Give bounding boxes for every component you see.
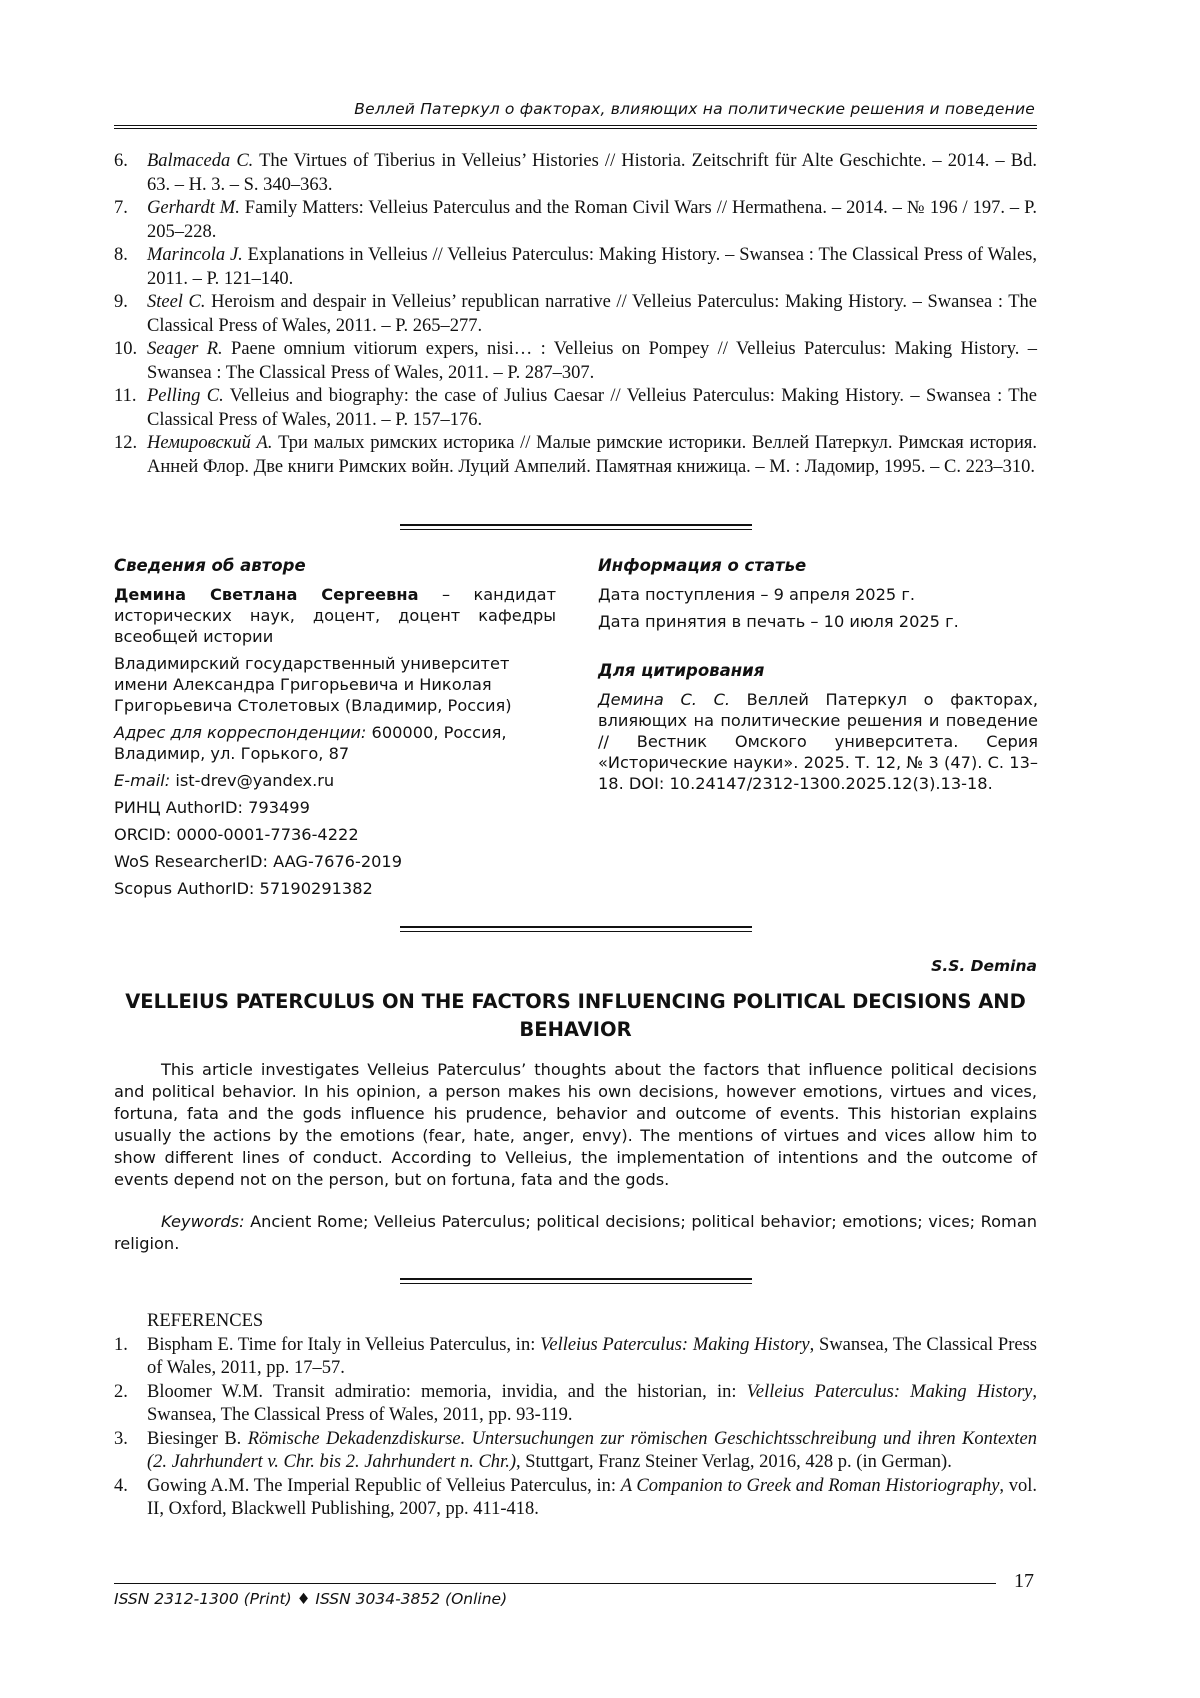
reference-source: Velleius Paterculus: Making History	[746, 1381, 1033, 1402]
reference-text	[147, 338, 1037, 385]
reference-text	[147, 1428, 1037, 1475]
reference-item	[114, 338, 1037, 385]
reference-author: Steel C.	[147, 292, 206, 312]
author-position: – кандидат исторических наук, доцент, доцент кафедры всеобщей истории	[114, 585, 557, 646]
reference-body: Paene omnium vitiorum expers, nisi… : Velleius on Pompey // Velleius Paterculus: Making History. – Swansea : The Classical Press of Wales, 2011. – P. 287–307.	[147, 339, 1037, 383]
reference-source: Velleius Paterculus: Making History	[540, 1334, 810, 1355]
received-date: Дата поступления – 9 апреля 2025 г.	[598, 585, 915, 604]
reference-author: Seager R.	[147, 339, 223, 359]
author-info-heading: Сведения об авторе	[114, 556, 306, 575]
header-rule	[114, 125, 1037, 129]
reference-text	[147, 1334, 1037, 1381]
address-value: 600000, Россия, Владимир, ул. Горького, 87	[114, 723, 507, 763]
reference-body: The Virtues of Tiberius in Velleius’ Histories // Historia. Zeitschrift für Alte Geschichte. – 2014. – Bd. 63. – H. 3. – S. 340–363.	[147, 151, 1038, 195]
reference-author: Marincola J.	[147, 245, 243, 265]
reference-author: Balmaceda C.	[147, 151, 254, 171]
reference-body: Explanations in Velleius // Velleius Paterculus: Making History. – Swansea : The Classical Press of Wales, 2011. – P. 121–140.	[147, 245, 1037, 289]
reference-item	[114, 150, 1037, 197]
issn-footer: ISSN 2312-1300 (Print) ♦ ISSN 3034-3852 (Online)	[114, 1590, 508, 1608]
reference-number: 7.	[114, 198, 128, 218]
reference-suffix: , Swansea, The Classical Press of Wales, 2011, pp. 17–57.	[147, 1334, 1037, 1378]
reference-number: 10.	[114, 339, 138, 359]
reference-item	[114, 1428, 1037, 1475]
section-separator	[400, 926, 752, 933]
reference-item	[114, 1475, 1037, 1522]
citation-author: Демина С. С.	[598, 690, 731, 709]
running-head: Веллей Патеркул о факторах, влияющих на политические решения и поведение	[354, 100, 1035, 118]
author-bio	[114, 584, 556, 647]
abstract	[114, 1059, 1037, 1191]
author-scopus-id: Scopus AuthorID: 57190291382	[114, 879, 373, 898]
reference-text	[147, 432, 1037, 479]
reference-text	[147, 197, 1037, 244]
author-orcid: ORCID: 0000-0001-7736-4222	[114, 825, 359, 844]
address-label: Адрес для корреспонденции:	[114, 723, 367, 742]
reference-suffix: , Swansea, The Classical Press of Wales, 2011, pp. 93-119.	[147, 1381, 1037, 1425]
reference-number: 8.	[114, 245, 128, 265]
reference-number: 6.	[114, 151, 128, 171]
reference-text	[147, 385, 1037, 432]
citation-heading: Для цитирования	[598, 661, 765, 680]
footer-rule	[114, 1583, 996, 1584]
citation-text	[598, 689, 1038, 794]
reference-number: 4.	[114, 1475, 128, 1496]
reference-suffix: , Stuttgart, Franz Steiner Verlag, 2016, 428 p. (in German).	[515, 1452, 952, 1472]
keywords-label: Keywords:	[161, 1212, 245, 1231]
article-info	[598, 555, 1038, 800]
reference-item	[114, 1334, 1037, 1381]
reference-item	[114, 291, 1037, 338]
reference-prefix: Bispham E. Time for Italy in Velleius Paterculus, in:	[147, 1334, 541, 1355]
english-author: S.S. Demina	[931, 957, 1037, 975]
reference-prefix: Gowing A.M. The Imperial Republic of Velleius Paterculus, in:	[147, 1475, 621, 1496]
reference-prefix: Biesinger B.	[147, 1428, 248, 1449]
reference-number: 9.	[114, 292, 128, 312]
reference-author: Немировский А.	[147, 433, 273, 453]
keywords-text: Ancient Rome; Velleius Paterculus; political decisions; political behavior; emotions; vices; Roman religion.	[114, 1212, 1037, 1253]
author-rinc-id: РИНЦ AuthorID: 793499	[114, 798, 310, 817]
abstract-text: This article investigates Velleius Paterculus’ thoughts about the factors that influence political decisions and political behavior. In his opinion, a person makes his own decisions, however emotions, virtues and vices, fortuna, fata and the gods influence his prudence, behavior and outcome of events. This historian explains usually the actions by the emotions (fear, hate, anger, envy). The mentions of virtues and vices allow him to show different lines of conduct. According to Velleius, the implementation of intentions and the outcome of events depend not on the person, but on fortuna, fata and the gods.	[114, 1060, 1037, 1189]
section-separator	[400, 1278, 752, 1285]
reference-body: Velleius and biography: the case of Julius Caesar // Velleius Paterculus: Making History. – Swansea : The Classical Press of Wales, 2011. – P. 157–176.	[147, 386, 1037, 430]
reference-source: Römische Dekadenzdiskurse. Untersuchungen zur römischen Geschichtsschreibung und ihren Kontexten (2. Jahrhundert v. Chr. bis 2. Jahrhundert n. Chr.)	[147, 1428, 1037, 1472]
reference-number: 2.	[114, 1381, 128, 1402]
article-info-heading: Информация о статье	[598, 556, 807, 575]
author-university: Владимирский государственный университет имени Александра Григорьевича и Николая Григорьевича Столетовых (Владимир, Россия)	[114, 654, 512, 715]
reference-item	[114, 385, 1037, 432]
reference-item	[114, 197, 1037, 244]
reference-number: 11.	[114, 386, 137, 406]
english-references	[114, 1310, 1037, 1522]
email-link[interactable]: ist-drev@yandex.ru	[170, 771, 335, 790]
reference-author: Pelling C.	[147, 386, 224, 406]
citation-body: Веллей Патеркул о факторах, влияющих на политические решения и поведение // Вестник Омского университета. Серия «Исторические науки». 2025. Т. 12, № 3 (47). С. 13–18. DOI: 10.24147/2312-1300.2025.12(3).13-18.	[598, 690, 1038, 793]
reference-number: 1.	[114, 1334, 128, 1355]
section-separator	[400, 524, 752, 531]
reference-item	[114, 432, 1037, 479]
references-list	[114, 150, 1037, 479]
author-address	[114, 722, 556, 764]
references-heading: REFERENCES	[147, 1311, 264, 1331]
email-label: E-mail:	[114, 771, 171, 790]
reference-text	[147, 291, 1037, 338]
keywords	[114, 1211, 1037, 1255]
reference-text	[147, 1381, 1037, 1428]
reference-text	[147, 244, 1037, 291]
reference-body: Heroism and despair in Velleius’ republican narrative // Velleius Paterculus: Making History. – Swansea : The Classical Press of Wales, 2011. – P. 265–277.	[147, 292, 1038, 336]
reference-body: Три малых римских историка // Малые римские историки. Веллей Патеркул. Римская история. Анней Флор. Две книги Римских войн. Луций Ампелий. Памятная книжица. – М. : Ладомир, 1995. – С. 223–310.	[147, 433, 1037, 477]
english-title: VELLEIUS PATERCULUS ON THE FACTORS INFLUENCING POLITICAL DECISIONS AND BEHAVIOR	[125, 990, 1026, 1041]
author-name: Демина Светлана Сергеевна	[114, 585, 419, 604]
reference-prefix: Bloomer W.M. Transit admiratio: memoria, invidia, and the historian, in:	[147, 1381, 747, 1402]
reference-body: Family Matters: Velleius Paterculus and the Roman Civil Wars // Hermathena. – 2014. – № 196 / 197. – P. 205–228.	[147, 198, 1037, 242]
accepted-date: Дата принятия в печать – 10 июля 2025 г.	[598, 612, 959, 631]
author-email	[114, 770, 556, 791]
reference-source: A Companion to Greek and Roman Historiography	[620, 1475, 1000, 1496]
reference-number: 12.	[114, 433, 138, 453]
reference-author: Gerhardt M.	[147, 198, 240, 218]
reference-text	[147, 150, 1037, 197]
reference-suffix: , vol. II, Oxford, Blackwell Publishing, 2007, pp. 411-418.	[147, 1475, 1038, 1519]
reference-number: 3.	[114, 1428, 128, 1449]
reference-text	[147, 1475, 1037, 1522]
reference-item	[114, 244, 1037, 291]
page-number: 17	[1014, 1570, 1034, 1592]
author-info	[114, 555, 556, 905]
reference-item	[114, 1381, 1037, 1428]
author-wos-id: WoS ResearcherID: AAG-7676-2019	[114, 852, 403, 871]
